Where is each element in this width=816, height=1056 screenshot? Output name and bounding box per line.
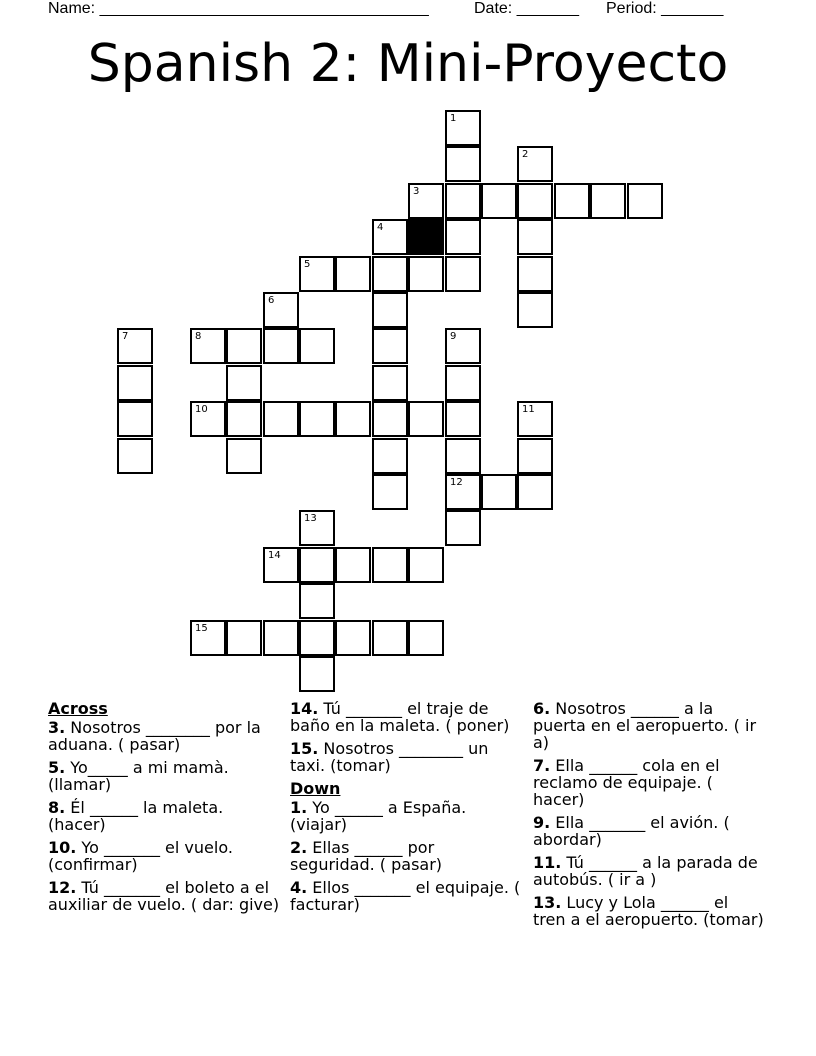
clue-number: 10 <box>195 404 208 415</box>
clue-number: 6 <box>268 295 275 306</box>
clue-text: Ella ______ cola en el reclamo de equipaje. ( hacer) <box>533 756 720 809</box>
grid-cell[interactable] <box>190 620 226 656</box>
grid-cell[interactable] <box>299 620 335 656</box>
grid-cell[interactable] <box>226 438 262 474</box>
clue-num: 11. <box>533 853 562 872</box>
grid-cell[interactable] <box>481 474 517 510</box>
grid-cell[interactable] <box>517 292 553 328</box>
grid-cell[interactable] <box>226 620 262 656</box>
grid-cell[interactable] <box>445 183 481 219</box>
grid-cell[interactable] <box>372 620 408 656</box>
grid-cell[interactable] <box>117 328 153 364</box>
grid-cell[interactable] <box>517 146 553 182</box>
grid-cell[interactable] <box>263 620 299 656</box>
clue-item <box>48 839 280 873</box>
grid-cell[interactable] <box>190 401 226 437</box>
clue-item <box>533 814 765 848</box>
grid-cell[interactable] <box>445 256 481 292</box>
clue-num: 3. <box>48 718 66 737</box>
clue-number: 11 <box>522 404 535 415</box>
grid-cell[interactable] <box>226 365 262 401</box>
clue-item <box>290 700 522 734</box>
clue-text: Nosotros ________ un taxi. (tomar) <box>290 739 489 775</box>
grid-cell[interactable] <box>445 438 481 474</box>
clue-item <box>290 799 522 833</box>
clue-number: 9 <box>450 331 457 342</box>
grid-cell[interactable] <box>372 219 408 255</box>
clue-item <box>48 879 280 913</box>
clue-item <box>290 740 522 774</box>
grid-cell[interactable] <box>117 401 153 437</box>
grid-cell[interactable] <box>517 401 553 437</box>
clue-num: 13. <box>533 893 562 912</box>
grid-cell[interactable] <box>372 365 408 401</box>
clues-column-2 <box>290 700 522 919</box>
header-period: Period: _______ <box>606 0 724 17</box>
clue-number: 1 <box>450 113 457 124</box>
clue-num: 7. <box>533 756 551 775</box>
grid-cell[interactable] <box>299 583 335 619</box>
grid-cell[interactable] <box>299 401 335 437</box>
header-date: Date: _______ <box>474 0 579 17</box>
grid-cell[interactable] <box>445 328 481 364</box>
grid-cell[interactable] <box>445 401 481 437</box>
clue-text: Tú ______ a la parada de autobús. ( ir a ) <box>533 853 758 889</box>
clue-number: 3 <box>413 186 420 197</box>
clue-num: 8. <box>48 798 66 817</box>
grid-cell[interactable] <box>445 110 481 146</box>
grid-cell[interactable] <box>263 328 299 364</box>
clue-num: 2. <box>290 838 308 857</box>
grid-cell[interactable] <box>372 328 408 364</box>
grid-cell[interactable] <box>299 510 335 546</box>
grid-cell[interactable] <box>445 146 481 182</box>
clue-text: Ellas ______ por seguridad. ( pasar) <box>290 838 443 874</box>
clue-num: 1. <box>290 798 308 817</box>
page-title: Spanish 2: Mini-Proyecto <box>87 34 729 94</box>
grid-cell[interactable] <box>372 547 408 583</box>
grid-cell[interactable] <box>226 401 262 437</box>
grid-cell[interactable] <box>517 219 553 255</box>
grid-cell[interactable] <box>299 256 335 292</box>
clue-number: 12 <box>450 477 463 488</box>
clue-item <box>290 839 522 873</box>
grid-cell[interactable] <box>408 620 444 656</box>
grid-cell[interactable] <box>445 365 481 401</box>
grid-cell[interactable] <box>408 183 444 219</box>
grid-cell[interactable] <box>554 183 590 219</box>
clue-text: Tú _______ el boleto a el auxiliar de vuelo. ( dar: give) <box>48 878 280 914</box>
grid-cell[interactable] <box>335 547 371 583</box>
clue-text: Nosotros ________ por la aduana. ( pasar) <box>48 718 261 754</box>
clue-number: 2 <box>522 149 529 160</box>
across-heading: Across <box>48 699 108 718</box>
clue-number: 15 <box>195 623 208 634</box>
clue-num: 12. <box>48 878 77 897</box>
grid-cell[interactable] <box>263 547 299 583</box>
clue-number: 5 <box>304 259 311 270</box>
grid-cell[interactable] <box>263 292 299 328</box>
clue-item <box>290 879 522 913</box>
grid-cell[interactable] <box>445 474 481 510</box>
clue-text: Él ______ la maleta. (hacer) <box>48 798 224 834</box>
grid-cell[interactable] <box>445 219 481 255</box>
clue-text: Tú _______ el traje de baño en la maleta. ( poner) <box>290 699 510 735</box>
clue-num: 4. <box>290 878 308 897</box>
grid-cell[interactable] <box>627 183 663 219</box>
black-cell <box>408 219 444 255</box>
grid-cell[interactable] <box>372 474 408 510</box>
clue-item <box>533 894 765 928</box>
grid-cell[interactable] <box>517 438 553 474</box>
clue-number: 7 <box>122 331 129 342</box>
grid-cell[interactable] <box>372 401 408 437</box>
grid-cell[interactable] <box>335 620 371 656</box>
grid-cell[interactable] <box>408 401 444 437</box>
grid-cell[interactable] <box>517 183 553 219</box>
clue-num: 15. <box>290 739 319 758</box>
clue-number: 14 <box>268 550 281 561</box>
grid-cell[interactable] <box>408 547 444 583</box>
clue-item <box>48 759 280 793</box>
clue-text: Nosotros ______ a la puerta en el aeropuerto. ( ir a) <box>533 699 757 752</box>
clue-item <box>533 757 765 808</box>
clue-text: Yo_____ a mi mamà. (llamar) <box>48 758 229 794</box>
clue-text: Lucy y Lola ______ el tren a el aeropuerto. (tomar) <box>533 893 764 929</box>
clue-num: 9. <box>533 813 551 832</box>
clue-num: 10. <box>48 838 77 857</box>
clue-item <box>533 700 765 751</box>
clue-num: 6. <box>533 699 551 718</box>
clues-column-1 <box>48 700 280 919</box>
clue-text: Ellos _______ el equipaje. ( facturar) <box>290 878 521 914</box>
grid-cell[interactable] <box>445 510 481 546</box>
grid-cell[interactable] <box>117 365 153 401</box>
clues-column-3 <box>533 700 765 934</box>
grid-cell[interactable] <box>372 256 408 292</box>
clue-number: 13 <box>304 513 317 524</box>
grid-cell[interactable] <box>263 401 299 437</box>
clue-num: 14. <box>290 699 319 718</box>
header-name: Name: _____________________________________ <box>48 0 429 17</box>
grid-cell[interactable] <box>517 474 553 510</box>
grid-cell[interactable] <box>190 328 226 364</box>
clue-number: 4 <box>377 222 384 233</box>
grid-cell[interactable] <box>372 438 408 474</box>
clue-item <box>533 854 765 888</box>
grid-cell[interactable] <box>226 328 262 364</box>
clue-text: Yo ______ a España. (viajar) <box>290 798 467 834</box>
grid-cell[interactable] <box>299 656 335 692</box>
grid-cell[interactable] <box>335 401 371 437</box>
clue-number: 8 <box>195 331 202 342</box>
clue-text: Yo _______ el vuelo. (confirmar) <box>48 838 233 874</box>
clue-item <box>48 799 280 833</box>
grid-cell[interactable] <box>299 547 335 583</box>
grid-cell[interactable] <box>590 183 626 219</box>
grid-cell[interactable] <box>481 183 517 219</box>
grid-cell[interactable] <box>117 438 153 474</box>
clue-num: 5. <box>48 758 66 777</box>
grid-cell[interactable] <box>372 292 408 328</box>
down-heading: Down <box>290 779 341 798</box>
clue-item <box>48 719 280 753</box>
grid-cell[interactable] <box>517 256 553 292</box>
grid-cell[interactable] <box>335 256 371 292</box>
grid-cell[interactable] <box>299 328 335 364</box>
clue-text: Ella _______ el avión. ( abordar) <box>533 813 730 849</box>
grid-cell[interactable] <box>408 256 444 292</box>
